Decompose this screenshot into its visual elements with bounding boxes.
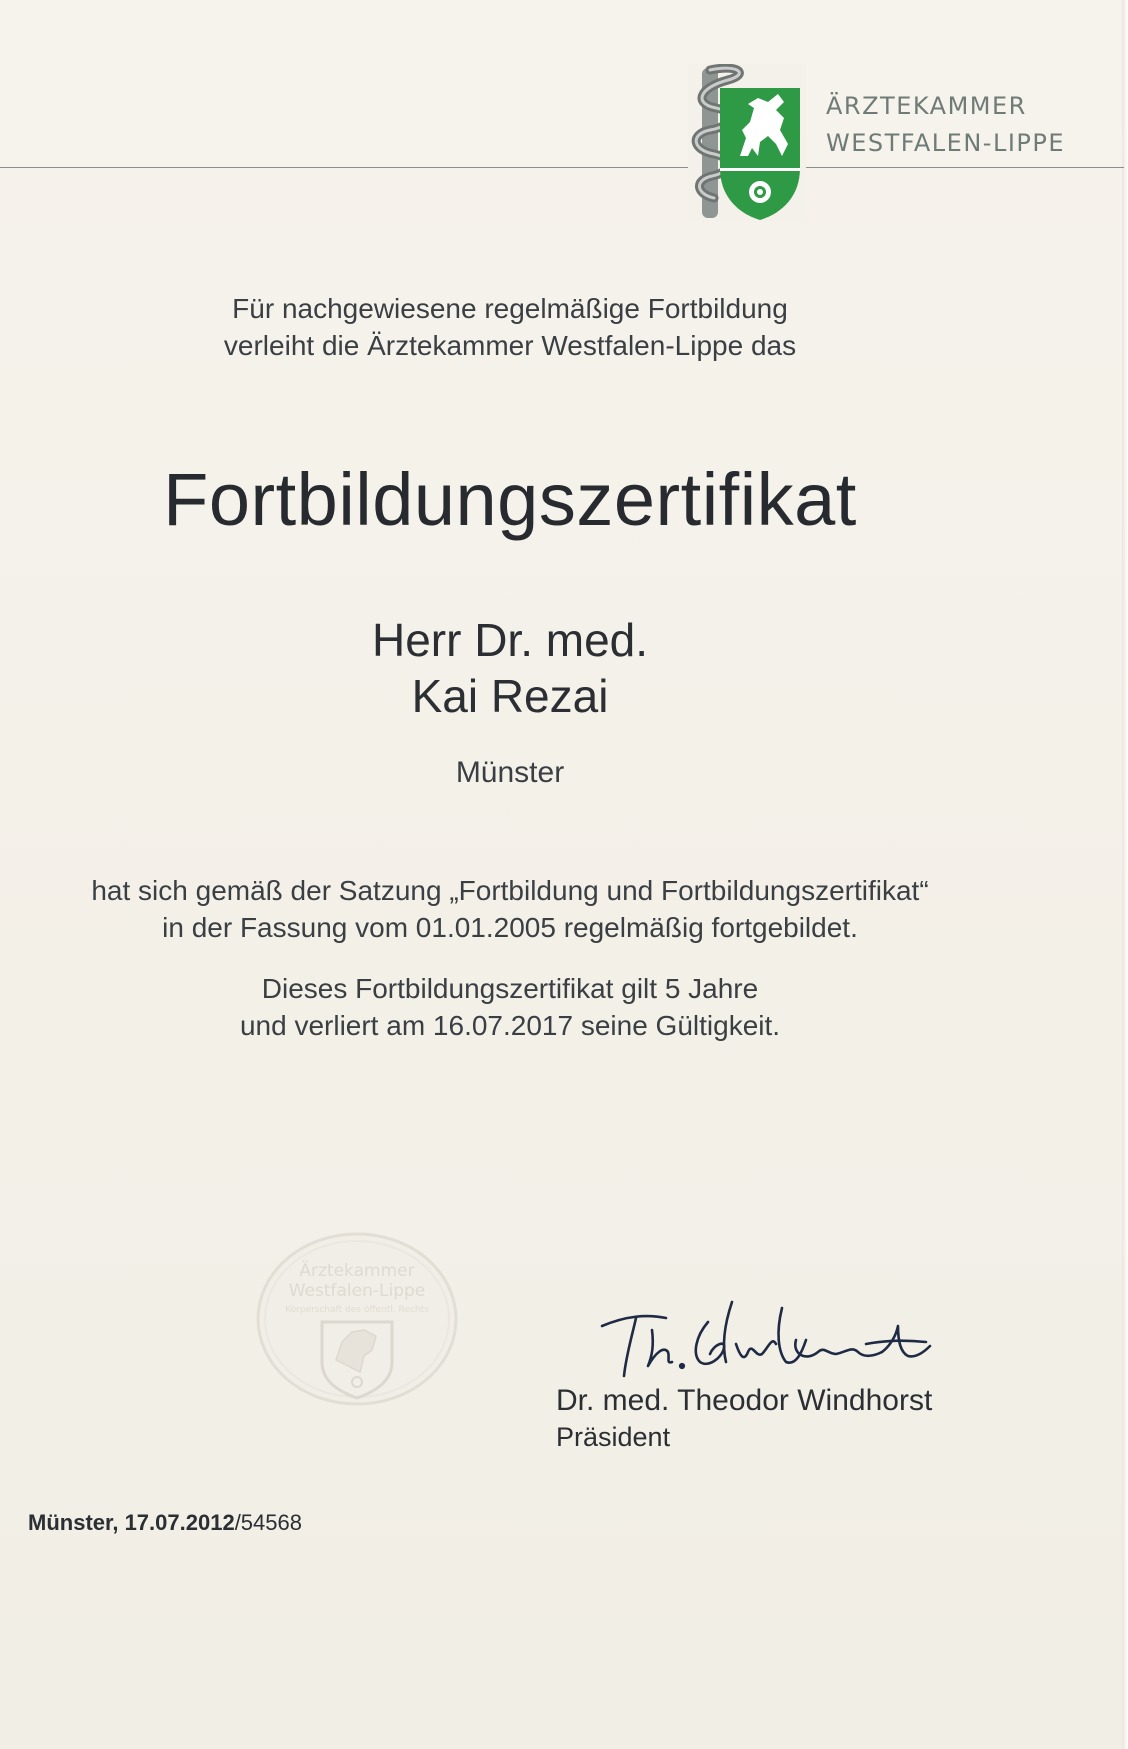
validity-text <box>0 970 1020 1044</box>
organization-name-line1: ÄRZTEKAMMER <box>826 92 1027 120</box>
embossed-seal-icon <box>256 1232 458 1406</box>
issue-reference-number: /54568 <box>234 1510 302 1535</box>
paper-edge <box>1122 0 1128 1749</box>
recipient-salutation: Herr Dr. med. <box>371 614 649 666</box>
signatory-role: Präsident <box>556 1422 671 1452</box>
certificate-title: Fortbildungszertifikat <box>163 458 857 541</box>
intro-line2: verleiht die Ärztekammer Westfalen-Lippe das <box>223 330 797 361</box>
signatory-name: Dr. med. Theodor Windhorst <box>556 1384 933 1417</box>
seal-line2: Westfalen-Lippe <box>288 1281 426 1301</box>
aerztekammer-coat-of-arms-icon <box>688 64 806 222</box>
seal-line1: Ärztekammer <box>299 1261 415 1281</box>
validity-line2: und verliert am 16.07.2017 seine Gültigkeit. <box>239 1010 781 1041</box>
statement-line1: hat sich gemäß der Satzung „Fortbildung und Fortbildungszertifikat“ <box>91 875 929 906</box>
issue-place-date: Münster, 17.07.2012 <box>28 1510 235 1535</box>
organization-name-line2: WESTFALEN-LIPPE <box>826 129 1066 157</box>
organization-name <box>826 88 1065 162</box>
intro-line1: Für nachgewiesene regelmäßige Fortbildung <box>232 293 788 324</box>
intro-text <box>0 290 1020 364</box>
statement-line2: in der Fassung vom 01.01.2005 regelmäßig fortgebildet. <box>162 912 858 943</box>
recipient-block <box>0 612 1020 724</box>
issue-reference <box>28 1508 302 1538</box>
recipient-name: Kai Rezai <box>411 670 609 722</box>
recipient-city: Münster <box>455 756 565 789</box>
signature-icon <box>596 1296 932 1386</box>
seal-line3: Körperschaft des öffentl. Rechts <box>285 1305 429 1315</box>
validity-line1: Dieses Fortbildungszertifikat gilt 5 Jahre <box>261 973 759 1004</box>
statement-text <box>0 872 1020 946</box>
header-divider <box>0 167 1124 168</box>
